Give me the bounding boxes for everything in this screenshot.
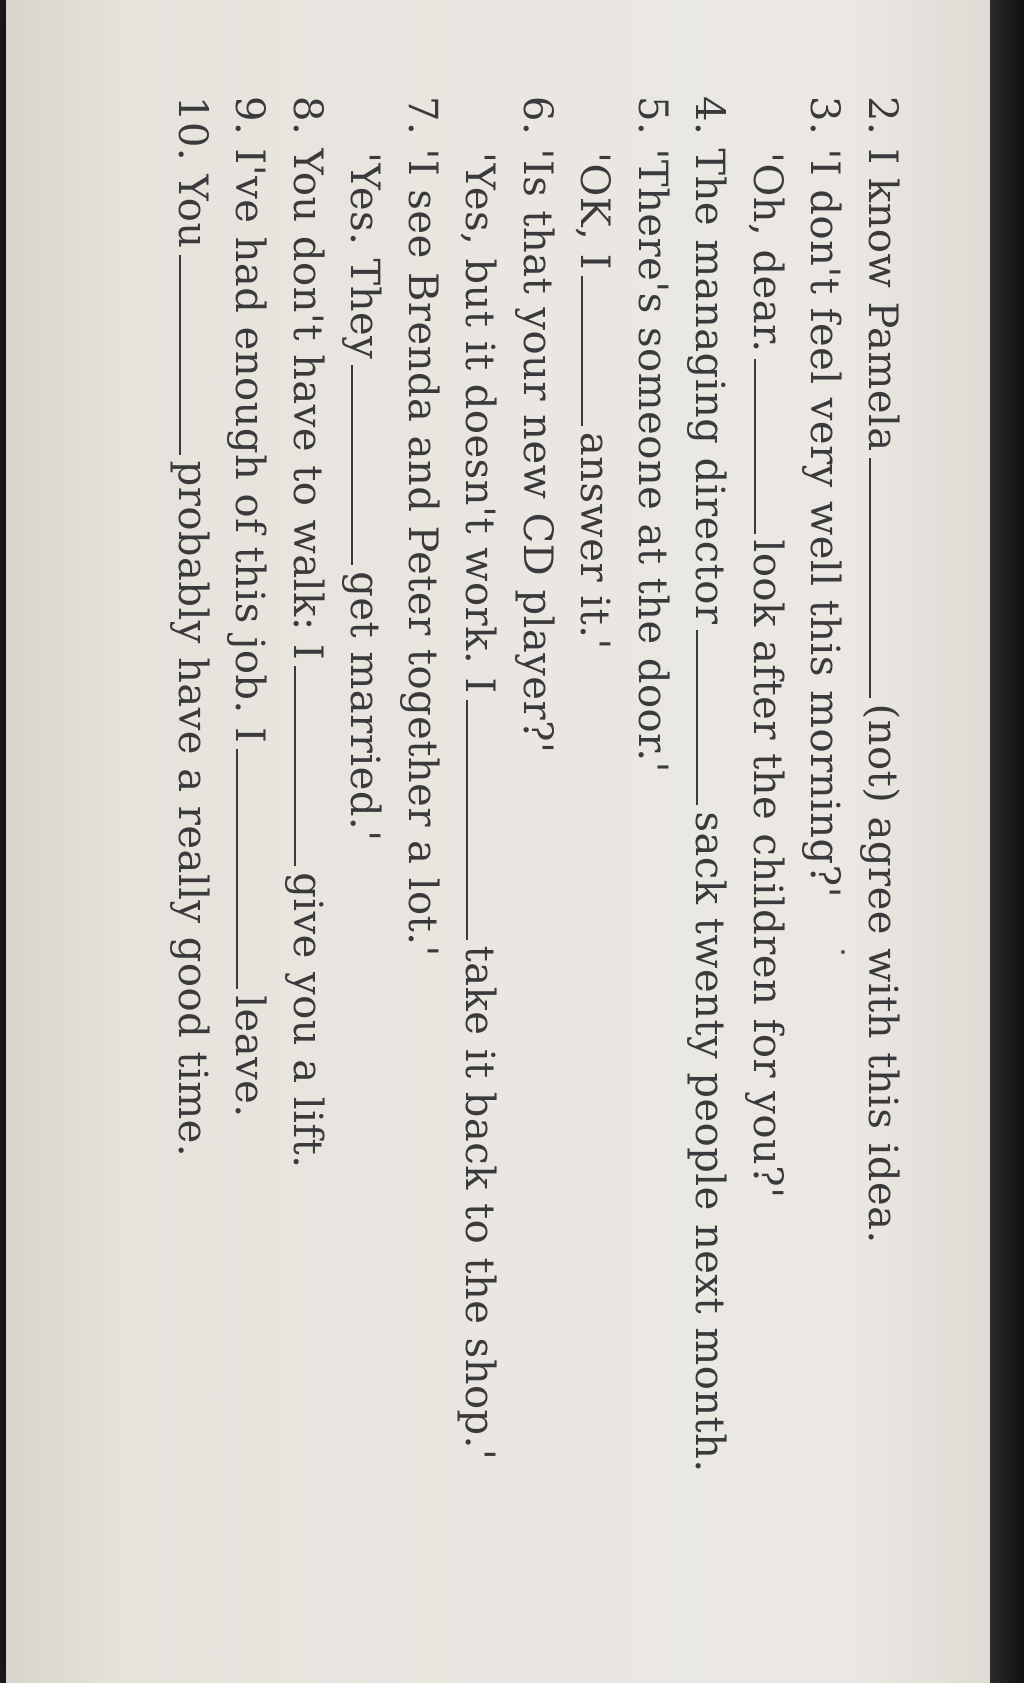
item-text-before: 'Yes. They xyxy=(341,152,388,360)
worksheet-page xyxy=(6,0,996,1683)
item-text: 'There's someone at the door.' xyxy=(629,148,675,774)
exercise-item-5-response xyxy=(565,96,623,1636)
item-text-after: get married.' xyxy=(341,571,388,842)
item-number: 3. xyxy=(801,96,848,136)
item-text: 'Is that your new CD player?' xyxy=(514,148,560,754)
exercise-item-7-response xyxy=(335,96,393,1636)
item-text-after: (not) agree with this idea. xyxy=(859,703,905,1244)
exercise-item-7 xyxy=(393,96,451,1636)
item-text-after: take it back to the shop.' xyxy=(456,945,503,1461)
item-text-after: leave. xyxy=(226,995,273,1118)
item-text: 'I see Brenda and Peter together a lot.' xyxy=(399,148,445,957)
answer-blank[interactable] xyxy=(754,359,786,534)
exercise-item-3 xyxy=(795,96,853,1636)
item-text-after: probably have a really good time. xyxy=(169,460,215,1158)
exercise-item-5 xyxy=(623,96,681,1636)
item-text-after: answer it.' xyxy=(571,431,618,650)
answer-blank[interactable] xyxy=(582,276,614,426)
answer-blank[interactable] xyxy=(869,458,901,698)
item-number: 9. xyxy=(226,96,273,136)
answer-blank[interactable] xyxy=(697,630,729,805)
answer-blank[interactable] xyxy=(467,700,499,940)
answer-blank[interactable] xyxy=(237,749,269,989)
item-number: 8. xyxy=(284,96,330,136)
item-text-before: I've had enough of this job. I xyxy=(226,148,273,744)
paper-speck xyxy=(841,950,845,954)
exercise-list xyxy=(163,96,911,1636)
exercise-item-9 xyxy=(220,96,278,1636)
exercise-item-10 xyxy=(163,96,221,1636)
item-number: 7. xyxy=(399,96,445,136)
item-text-after: give you a lift. xyxy=(284,872,330,1169)
exercise-item-4 xyxy=(680,96,738,1636)
item-text-after: sack twenty people next month. xyxy=(686,811,733,1473)
answer-blank[interactable] xyxy=(352,365,384,565)
exercise-item-6-response xyxy=(450,96,508,1636)
item-text-before: You xyxy=(169,174,215,249)
item-number: 5. xyxy=(629,96,675,136)
item-text: 'I don't feel very well this morning?' xyxy=(801,148,848,899)
rotated-text-block xyxy=(6,0,996,1683)
item-text-before: I know Pamela xyxy=(859,148,905,452)
exercise-item-2 xyxy=(853,96,911,1636)
exercise-item-6 xyxy=(508,96,566,1636)
item-number: 2. xyxy=(859,96,905,136)
table-shadow xyxy=(990,0,1024,1683)
item-number: 6. xyxy=(514,96,560,136)
item-text-before: 'OK, I xyxy=(571,152,618,270)
item-text-before: 'Oh, dear. xyxy=(744,152,790,353)
item-number: 10. xyxy=(169,96,215,162)
item-text-before: The managing director xyxy=(686,148,733,625)
exercise-item-3-response xyxy=(738,96,796,1636)
answer-blank[interactable] xyxy=(179,255,211,455)
item-number: 4. xyxy=(686,96,733,136)
item-text-before: 'Yes, but it doesn't work. I xyxy=(456,152,503,694)
exercise-item-8 xyxy=(278,96,336,1636)
item-text-before: You don't have to walk: I xyxy=(284,148,330,661)
item-text-after: look after the children for you?' xyxy=(744,539,790,1199)
answer-blank[interactable] xyxy=(294,666,326,866)
